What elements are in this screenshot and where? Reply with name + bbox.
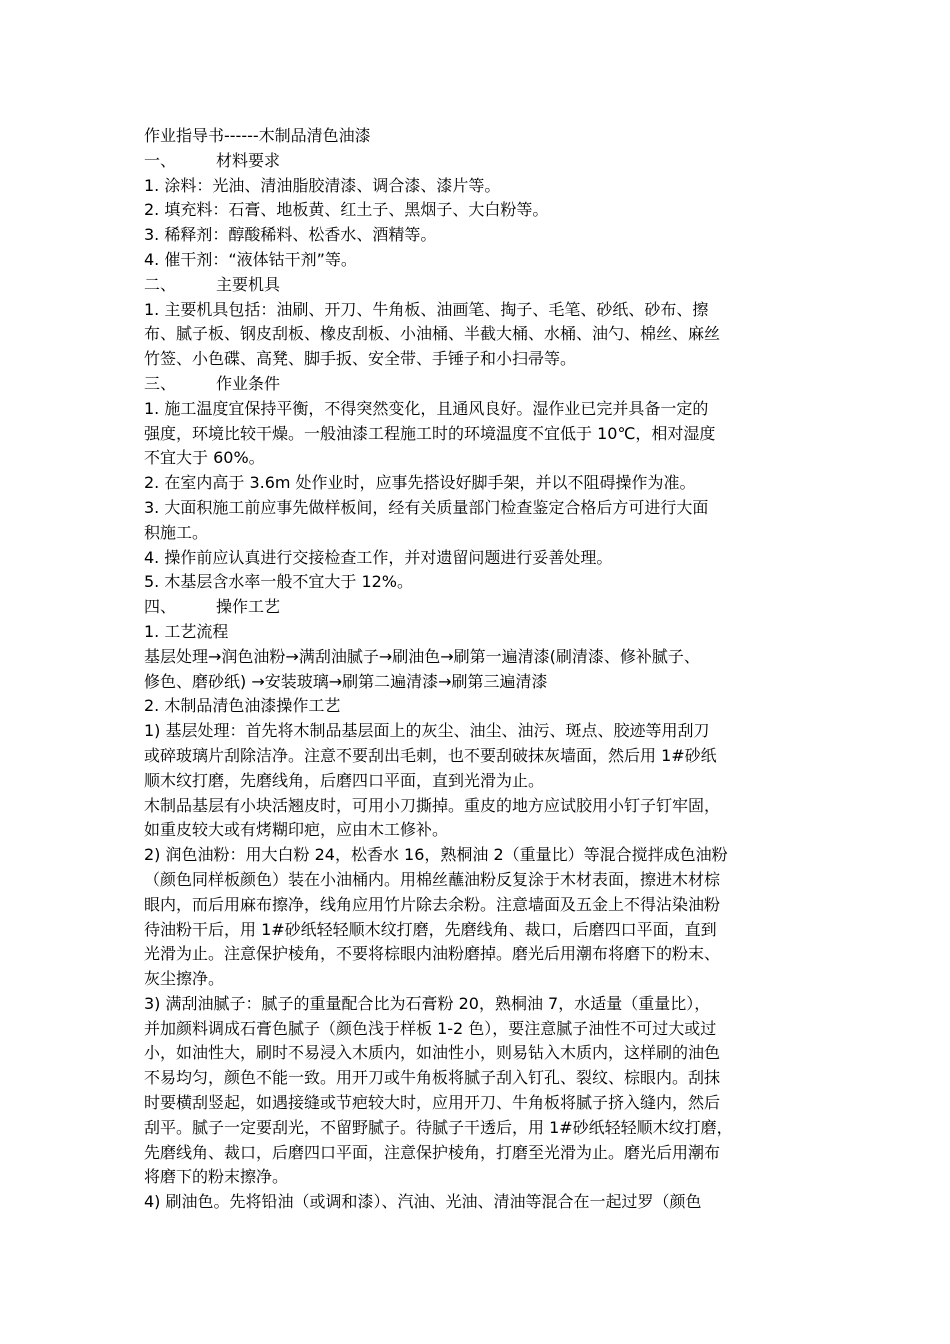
text-line: 1) 基层处理：首先将木制品基层面上的灰尘、油尘、油污、斑点、胶迹等用刮刀 [144,721,710,741]
text-line: 或碎玻璃片刮除洁净。注意不要刮出毛刺，也不要刮破抹灰墙面，然后用 1#砂纸 [144,745,717,765]
text-line: 修色、磨砂纸) →安装玻璃→刷第二遍清漆→刷第三遍清漆 [144,671,548,691]
text-line: 如重皮较大或有烤糊印疤，应由木工修补。 [144,820,449,840]
text-line: 4) 刷油色。先将铅油（或调和漆）、汽油、光油、清油等混合在一起过罗（颜色 [144,1192,702,1212]
text-line: 竹签、小色碟、高凳、脚手扳、安全带、手锤子和小扫帚等。 [144,349,577,369]
text-line: 刮平。腻子一定要刮光，不留野腻子。待腻子干透后，用 1#砂纸轻轻顺木纹打磨， [144,1117,733,1137]
text-line: 积施工。 [144,522,209,542]
text-line: 5. 木基层含水率一般不宜大于 12%。 [144,572,414,592]
text-line: 1. 工艺流程 [144,621,229,641]
text-line: 2) 润色油粉：用大白粉 24，松香水 16，熟桐油 2（重量比）等混合搅拌成色油粉 [144,845,728,865]
section-number: 三、 [144,373,177,393]
text-line: 小，如油性大，刷时不易浸入木质内，如油性小，则易钻入木质内，这样刷的油色 [144,1043,721,1063]
text-line: 待油粉干后，用 1#砂纸轻轻顺木纹打磨，先磨线角、裁口，后磨四口平面，直到 [144,919,717,939]
text-line: （颜色同样板颜色）装在小油桶内。用棉丝蘸油粉反复涂于木材表面，擦进木材棕 [144,869,721,889]
text-line: 3) 满刮油腻子：腻子的重量配合比为石膏粉 20，熟桐油 7，水适量（重量比）， [144,993,711,1013]
document-title: 作业指导书------木制品清色油漆 [144,126,371,145]
text-line: 将磨下的粉末擦净。 [144,1167,289,1187]
document-body [144,124,824,1215]
text-line: 1. 主要机具包括：油刷、开刀、牛角板、油画笔、掏子、毛笔、砂纸、砂布、擦 [144,299,709,319]
section-number: 一、 [144,150,177,170]
text-line: 2. 填充料：石膏、地板黄、红土子、黑烟子、大白粉等。 [144,200,549,220]
text-line: 光滑为止。注意保护棱角，不要将棕眼内油粉磨掉。磨光后用潮布将磨下的粉末、 [144,944,721,964]
text-line: 2. 木制品清色油漆操作工艺 [144,696,341,716]
text-line: 木制品基层有小块活翘皮时，可用小刀撕掉。重皮的地方应试胶用小钉子钉牢固， [144,795,721,815]
text-line: 时要横刮竖起，如遇接缝或节疤较大时，应用开刀、牛角板将腻子挤入缝内，然后 [144,1093,721,1113]
text-line: 布、腻子板、钢皮刮板、橡皮刮板、小油桶、半截大桶、水桶、油勺、棉丝、麻丝 [144,324,721,344]
text-line: 2. 在室内高于 3.6m 处作业时，应事先搭设好脚手架，并以不阻碍操作为准。 [144,473,696,493]
text-line: 顺木纹打磨，先磨线角，后磨四口平面，直到光滑为止。 [144,770,545,790]
section-number: 四、 [144,597,177,617]
section-number: 二、 [144,274,177,294]
section-title: 操作工艺 [216,597,281,617]
section-title: 主要机具 [216,274,281,294]
text-line: 3. 稀释剂：醇酸稀料、松香水、酒精等。 [144,225,437,245]
section-heading-tools [144,273,824,298]
text-line: 基层处理→润色油粉→满刮油腻子→刷油色→刷第一遍清漆(刷清漆、修补腻子、 [144,646,700,666]
text-line: 强度，环境比较干燥。一般油漆工程施工时的环境温度不宜低于 10℃，相对湿度 [144,423,716,443]
text-line: 1. 施工温度宜保持平衡，不得突然变化，且通风良好。湿作业已完并具备一定的 [144,398,709,418]
text-line: 眼内，而后用麻布擦净，线角应用竹片除去余粉。注意墙面及五金上不得沾染油粉 [144,894,721,914]
section-heading-process [144,595,824,620]
text-line: 不宜大于 60%。 [144,448,265,468]
section-title: 材料要求 [216,150,281,170]
text-line: 4. 催干剂：“液体钴干剂”等。 [144,249,357,269]
section-heading-conditions [144,372,824,397]
section-heading-materials [144,149,824,174]
text-line: 不易均匀，颜色不能一致。用开刀或牛角板将腻子刮入钉孔、裂纹、棕眼内。刮抹 [144,1068,721,1088]
text-line: 4. 操作前应认真进行交接检查工作，并对遗留问题进行妥善处理。 [144,547,613,567]
text-line: 灰尘擦净。 [144,969,225,989]
text-line: 并加颜料调成石膏色腻子（颜色浅于样板 1-2 色），要注意腻子油性不可过大或过 [144,1018,717,1038]
section-title: 作业条件 [216,373,281,393]
text-line: 先磨线角、裁口，后磨四口平面，注意保护棱角，打磨至光滑为止。磨光后用潮布 [144,1142,721,1162]
text-line: 3. 大面积施工前应事先做样板间，经有关质量部门检查鉴定合格后方可进行大面 [144,497,709,517]
text-line: 1. 涂料：光油、清油脂胶清漆、调合漆、漆片等。 [144,175,501,195]
